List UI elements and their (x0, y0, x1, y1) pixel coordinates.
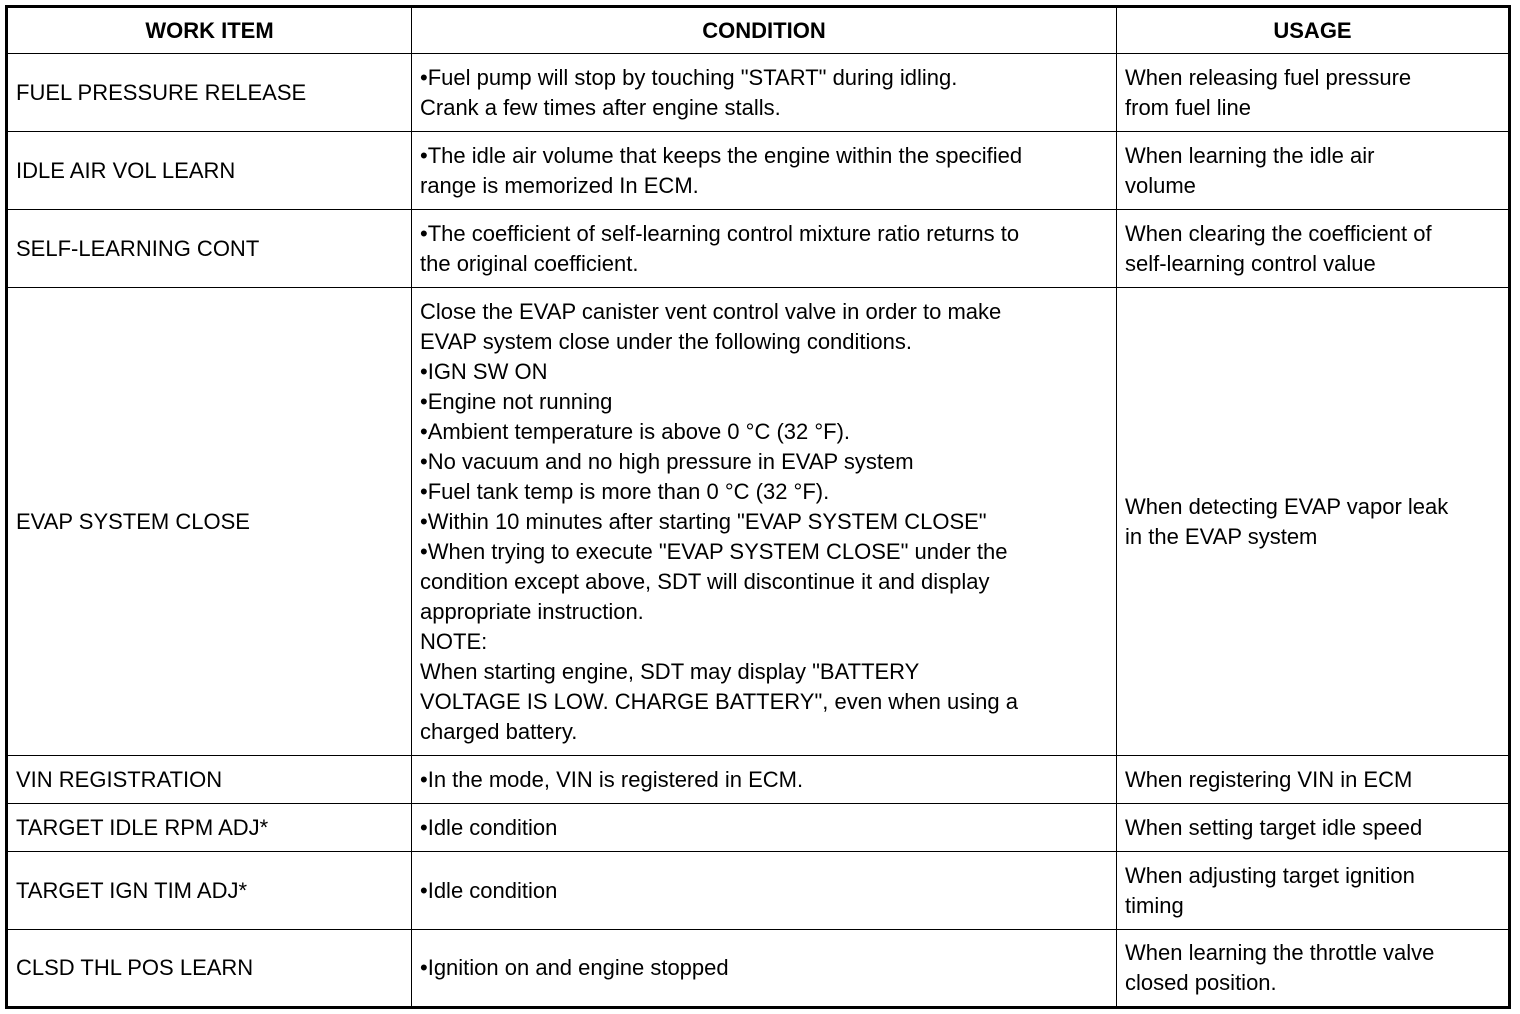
usage-line: When adjusting target ignition (1125, 862, 1415, 888)
usage-cell (1117, 288, 1510, 756)
usage-cell (1117, 930, 1510, 1008)
usage-cell (1117, 804, 1510, 852)
condition-line: charged battery. (420, 718, 578, 744)
header-usage: USAGE (1117, 7, 1510, 54)
work-item-cell (7, 210, 412, 288)
work-item-label: EVAP SYSTEM CLOSE (16, 508, 250, 534)
condition-line: NOTE: (420, 628, 488, 654)
condition-line: the original coefficient. (420, 250, 639, 276)
condition-line: •When trying to execute "EVAP SYSTEM CLOSE" under the (420, 538, 1008, 564)
condition-line: •The idle air volume that keeps the engine within the specified (420, 142, 1023, 168)
work-item-cell (7, 756, 412, 804)
condition-line: Crank a few times after engine stalls. (420, 94, 781, 120)
table-row (7, 852, 1510, 930)
usage-cell (1117, 756, 1510, 804)
condition-cell (412, 804, 1117, 852)
header-work-item: WORK ITEM (7, 7, 412, 54)
work-support-table (5, 5, 1511, 1009)
usage-line: from fuel line (1125, 94, 1251, 120)
table-row (7, 132, 1510, 210)
work-item-cell (7, 132, 412, 210)
work-item-cell (7, 852, 412, 930)
usage-cell (1117, 852, 1510, 930)
condition-line: •Ambient temperature is above 0 °C (32 °F). (420, 418, 851, 444)
condition-cell (412, 54, 1117, 132)
condition-cell (412, 852, 1117, 930)
table-row (7, 54, 1510, 132)
work-item-label: CLSD THL POS LEARN (16, 955, 254, 980)
usage-line: volume (1125, 172, 1196, 198)
work-item-cell (7, 804, 412, 852)
work-item-label: VIN REGISTRATION (16, 766, 223, 792)
usage-line: When learning the throttle valve (1125, 940, 1435, 965)
usage-line: When clearing the coefficient of (1125, 220, 1432, 246)
work-item-label: IDLE AIR VOL LEARN (16, 157, 236, 183)
usage-line: When learning the idle air (1125, 142, 1375, 168)
table-row (7, 288, 1510, 756)
condition-line: •No vacuum and no high pressure in EVAP system (420, 448, 914, 474)
usage-line: When detecting EVAP vapor leak (1125, 493, 1449, 519)
condition-line: •Idle condition (420, 814, 558, 840)
condition-line: EVAP system close under the following conditions. (420, 328, 913, 354)
condition-line: range is memorized In ECM. (420, 172, 699, 198)
header-condition: CONDITION (412, 7, 1117, 54)
condition-line: •Engine not running (420, 388, 613, 414)
usage-line: in the EVAP system (1125, 523, 1318, 549)
condition-line: •Fuel pump will stop by touching "START" during idling. (420, 64, 958, 90)
work-item-cell (7, 930, 412, 1008)
condition-cell (412, 132, 1117, 210)
usage-line: When releasing fuel pressure (1125, 64, 1412, 90)
usage-line: timing (1125, 892, 1184, 918)
table-row (7, 804, 1510, 852)
condition-line: •IGN SW ON (420, 358, 548, 384)
table-row (7, 756, 1510, 804)
condition-line: appropriate instruction. (420, 598, 644, 624)
table-row (7, 930, 1510, 1008)
work-item-cell (7, 288, 412, 756)
condition-line: Close the EVAP canister vent control valve in order to make (420, 298, 1002, 324)
condition-line: •Idle condition (420, 877, 558, 903)
condition-cell (412, 930, 1117, 1008)
condition-line: •The coefficient of self-learning control mixture ratio returns to (420, 220, 1020, 246)
condition-cell (412, 288, 1117, 756)
condition-line: •In the mode, VIN is registered in ECM. (420, 766, 804, 792)
work-item-label: FUEL PRESSURE RELEASE (16, 79, 307, 105)
usage-cell (1117, 132, 1510, 210)
condition-cell (412, 210, 1117, 288)
condition-line: condition except above, SDT will discontinue it and display (420, 568, 990, 594)
work-item-label: TARGET IGN TIM ADJ* (16, 877, 248, 903)
work-item-cell (7, 54, 412, 132)
usage-line: When registering VIN in ECM (1125, 766, 1413, 792)
usage-cell (1117, 54, 1510, 132)
header-row (7, 7, 1510, 54)
condition-line: VOLTAGE IS LOW. CHARGE BATTERY", even when using a (420, 688, 1018, 714)
condition-line: •Within 10 minutes after starting "EVAP SYSTEM CLOSE" (420, 508, 987, 534)
work-item-label: TARGET IDLE RPM ADJ* (16, 814, 269, 840)
work-item-label: SELF-LEARNING CONT (16, 235, 260, 261)
condition-line: •Ignition on and engine stopped (420, 955, 729, 980)
condition-line: •Fuel tank temp is more than 0 °C (32 °F). (420, 478, 830, 504)
usage-line: closed position. (1125, 970, 1277, 995)
table-row (7, 210, 1510, 288)
usage-line: When setting target idle speed (1125, 814, 1423, 840)
condition-line: When starting engine, SDT may display "BATTERY (420, 658, 920, 684)
condition-cell (412, 756, 1117, 804)
usage-cell (1117, 210, 1510, 288)
usage-line: self-learning control value (1125, 250, 1376, 276)
